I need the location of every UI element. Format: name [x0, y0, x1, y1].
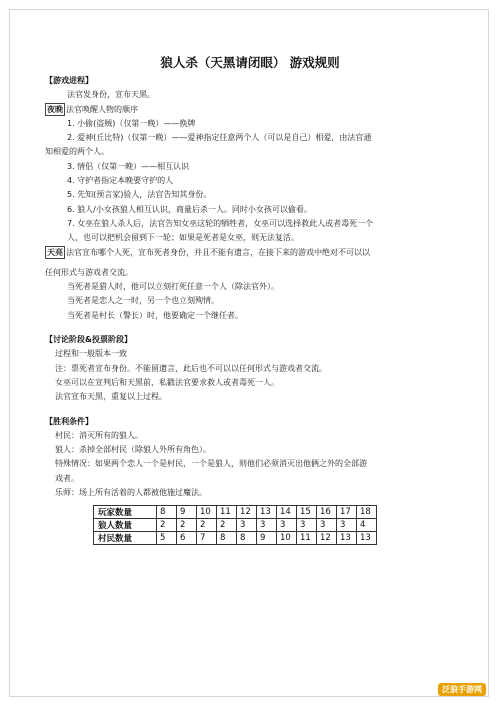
day-tag: 天亮 [47, 247, 63, 257]
discussion-line-4: 法官宣布天黑，重复以上过程。 [55, 392, 167, 402]
night-step-2-cont: 知相爱的两个人。 [45, 147, 109, 157]
discussion-line-1: 过程和一般版本一致 [55, 349, 127, 359]
night-step-4: 4. 守护者指定本晚要守护的人 [67, 176, 174, 186]
rules-content [45, 74, 465, 500]
table-row-villagers [94, 532, 377, 545]
row-label: 村民数量 [94, 532, 157, 545]
row-label: 狼人数量 [94, 519, 157, 532]
table-cell: 3 [317, 519, 337, 532]
site-watermark: 泛狼手游网 [438, 683, 486, 696]
table-cell: 14 [277, 506, 297, 519]
table-cell: 6 [177, 532, 197, 545]
night-tag: 夜晚 [47, 104, 63, 114]
page-title: 狼人杀（天黑请闭眼） 游戏规则 [160, 55, 340, 70]
night-line [45, 103, 465, 117]
victory-special-cont: 戏者。 [55, 473, 79, 483]
table-cell: 15 [297, 506, 317, 519]
table-cell: 12 [317, 532, 337, 545]
table-cell: 5 [157, 532, 177, 545]
discussion-header: 【讨论阶段&投票阶段】 [45, 335, 132, 345]
day-item-hunter: 当死者是猎人时，他可以立刻打死任意一个人（除法官外）。 [67, 282, 279, 292]
night-step-2: 2. 爱神(丘比特)（仅第一晚）——爱神指定任意两个人（可以是自己）相爱，由法官通 [67, 133, 372, 143]
night-step-7-cont: 人，也可以把机会留到下一轮；如果是死者是女巫，则无法复活。 [67, 233, 299, 243]
process-intro: 法官发身份，宣布天黑。 [67, 90, 155, 100]
table-cell: 8 [157, 506, 177, 519]
table-cell: 9 [177, 506, 197, 519]
table-cell: 8 [237, 532, 257, 545]
table-cell: 10 [197, 506, 217, 519]
night-text: 法官唤醒人物的顺序 [66, 104, 138, 114]
night-step-3: 3. 情侣（仅第一晚）——相互认识 [67, 161, 190, 171]
row-label: 玩家数量 [94, 506, 157, 519]
night-step-6: 6. 狼人/小女孩狼人相互认识，商量后杀一人。同时小女孩可以偷看。 [67, 204, 312, 214]
table-cell: 2 [217, 519, 237, 532]
night-step-5: 5. 先知(预言家)验人，法官告知其身份。 [67, 190, 212, 200]
victory-musician: 乐师：场上所有活着的人都被他施过魔法。 [55, 488, 207, 498]
table-cell: 12 [237, 506, 257, 519]
table-cell: 11 [217, 506, 237, 519]
night-step-1: 1. 小偷(盗贼)（仅第一晚）——换牌 [67, 118, 196, 128]
table-cell: 13 [257, 506, 277, 519]
day-text: 法官宣布哪个人死，宣布死者身份，并且不能有遗言，在接下来的游戏中绝对不可以以 [66, 247, 370, 257]
day-item-lovers: 当死者是恋人之一时，另一个也立刻殉情。 [67, 296, 219, 306]
day-cont: 任何形式与游戏者交流。 [45, 267, 133, 277]
night-step-7: 7. 女巫在狼人杀人后，法官告知女巫这轮的牺牲者，女巫可以选择救此人或者毒死一个 [67, 218, 374, 228]
day-line [45, 246, 465, 260]
table-cell: 8 [217, 532, 237, 545]
table-cell: 13 [337, 532, 357, 545]
table-cell: 18 [357, 506, 377, 519]
table-row-players [94, 506, 377, 519]
table-cell: 3 [297, 519, 317, 532]
table-cell: 3 [237, 519, 257, 532]
table-cell: 3 [257, 519, 277, 532]
table-cell: 9 [257, 532, 277, 545]
table-cell: 2 [177, 519, 197, 532]
victory-villagers: 村民：消灭所有的狼人。 [55, 430, 143, 440]
player-count-table [93, 505, 377, 545]
day-item-mayor: 当死者是村长（警长）时，他要确定一个继任者。 [67, 310, 243, 320]
table-cell: 11 [297, 532, 317, 545]
table-cell: 4 [357, 519, 377, 532]
victory-special: 特殊情况：如果两个恋人一个是村民，一个是狼人，则他们必须消灭出他俩之外的全部游 [55, 459, 367, 469]
table-cell: 3 [277, 519, 297, 532]
table-cell: 2 [157, 519, 177, 532]
discussion-line-3: 女巫可以在宣判后和天黑前，私戳法官要求救人或者毒死一人。 [55, 377, 279, 387]
victory-header: 【胜利条件】 [45, 416, 93, 426]
table-cell: 16 [317, 506, 337, 519]
table-cell: 3 [337, 519, 357, 532]
table-cell: 2 [197, 519, 217, 532]
table-cell: 17 [337, 506, 357, 519]
table-row-werewolves [94, 519, 377, 532]
table-cell: 10 [277, 532, 297, 545]
table-cell: 13 [357, 532, 377, 545]
victory-werewolves: 狼人：杀掉全部村民（除狼人外所有角色）。 [55, 445, 211, 455]
discussion-line-2: 注：票死者宣布身份。不能留遗言，此后也不可以以任何形式与游戏者交流。 [55, 363, 327, 373]
table-cell: 7 [197, 532, 217, 545]
process-header: 【游戏进程】 [45, 76, 93, 85]
